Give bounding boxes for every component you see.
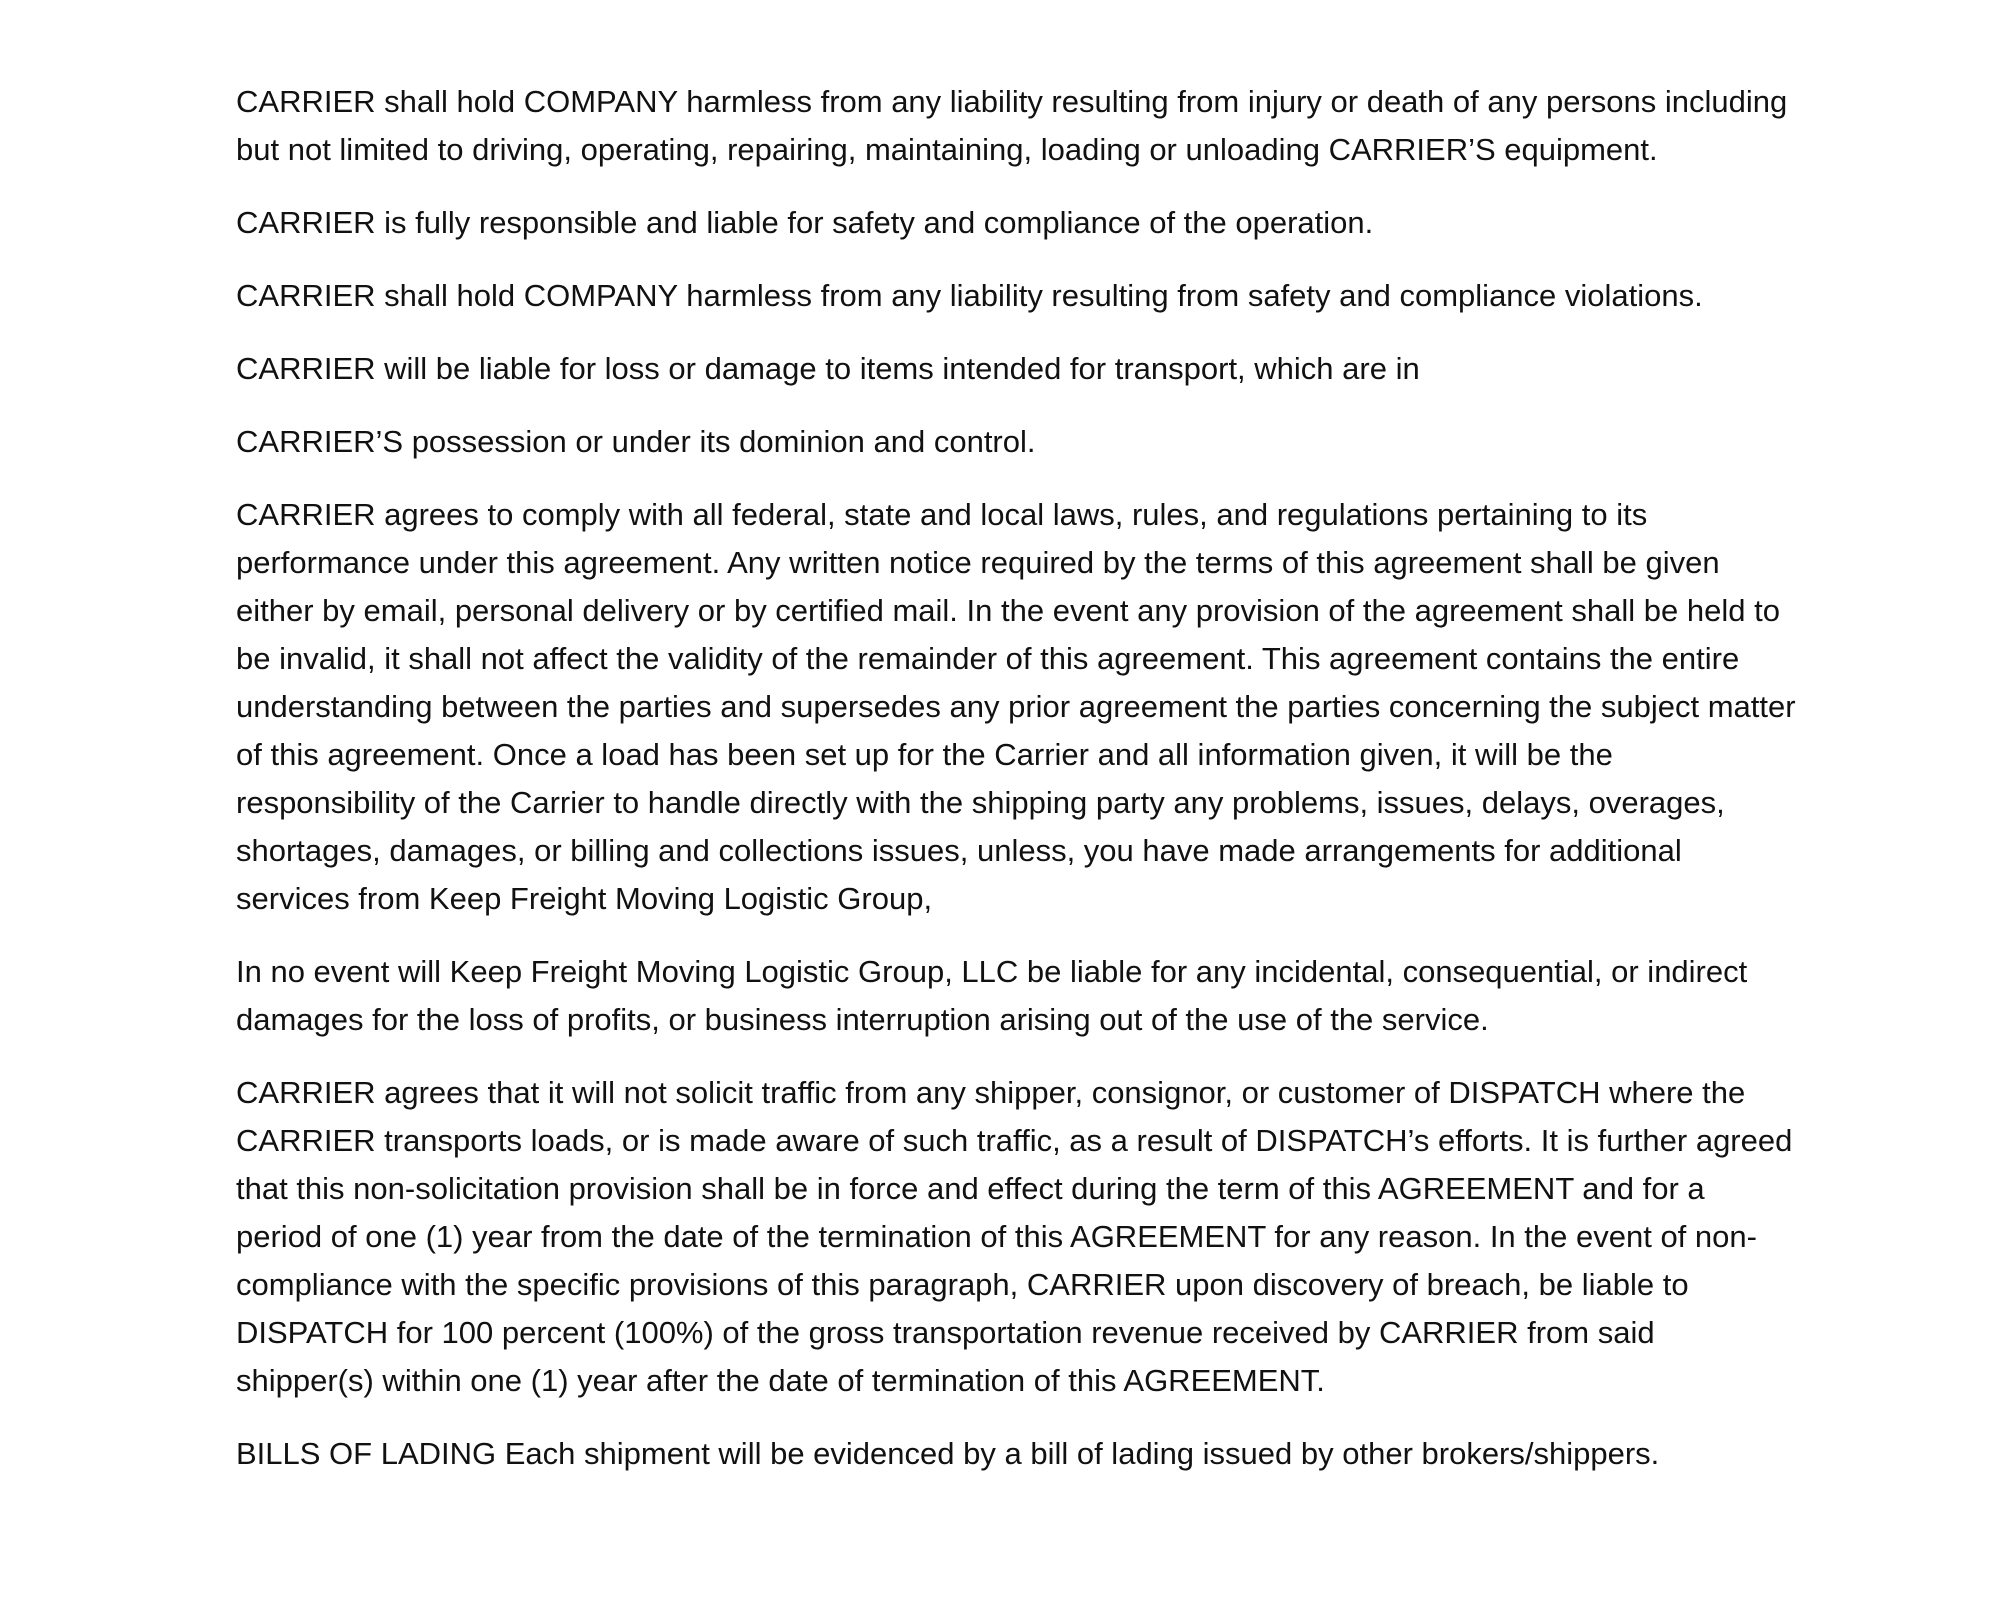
paragraph-loss-damage: CARRIER will be liable for loss or damage to items intended for transport, which are in xyxy=(236,351,1420,386)
paragraph-safety-responsibility: CARRIER is fully responsible and liable for safety and compliance of the operation. xyxy=(236,205,1374,240)
paragraph-compliance-violations: CARRIER shall hold COMPANY harmless from any liability resulting from safety and compliance violations. xyxy=(236,278,1703,313)
paragraph-bills-of-lading: BILLS OF LADING Each shipment will be evidenced by a bill of lading issued by other brokers/shippers. xyxy=(236,1436,1660,1471)
paragraph-laws-and-notices: CARRIER agrees to comply with all federal, state and local laws, rules, and regulations pertaining to its performance under this agreement. Any written notice required by the terms of this agreement shall be given either by email, personal delivery or by certified mail. In the event any provision of the agreement shall be held to be invalid, it shall not affect the validity of the remainder of this agreement. This agreement contains the entire understanding between the parties and supersedes any prior agreement the parties concerning the subject matter of this agreement. Once a load has been set up for the Carrier and all information given, it will be the responsibility of the Carrier to handle directly with the shipping party any problems, issues, delays, overages, shortages, damages, or billing and collections issues, unless, you have made arrangements for additional services from Keep Freight Moving Logistic Group, xyxy=(236,497,1796,916)
paragraph-non-solicitation: CARRIER agrees that it will not solicit traffic from any shipper, consignor, or customer of DISPATCH where the CARRIER transports loads, or is made aware of such traffic, as a result of DISPATCH’s efforts. It is further agreed that this non-solicitation provision shall be in force and effect during the term of this AGREEMENT and for a period of one (1) year from the date of the termination of this AGREEMENT for any reason. In the event of non-compliance with the specific provisions of this paragraph, CARRIER upon discovery of breach, be liable to DISPATCH for 100 percent (100%) of the gross transportation revenue received by CARRIER from said shipper(s) within one (1) year after the date of termination of this AGREEMENT. xyxy=(236,1075,1793,1398)
paragraph-damages-limitation: In no event will Keep Freight Moving Logistic Group, LLC be liable for any incidental, consequential, or indirect damages for the loss of profits, or business interruption arising out of the use of the service. xyxy=(236,954,1748,1037)
paragraph-injury-liability: CARRIER shall hold COMPANY harmless from any liability resulting from injury or death of any persons including but not limited to driving, operating, repairing, maintaining, loading or unloading CARRIER’S equipment. xyxy=(236,84,1788,167)
paragraph-possession-control: CARRIER’S possession or under its dominion and control. xyxy=(236,424,1036,459)
document-body xyxy=(236,78,1796,1503)
